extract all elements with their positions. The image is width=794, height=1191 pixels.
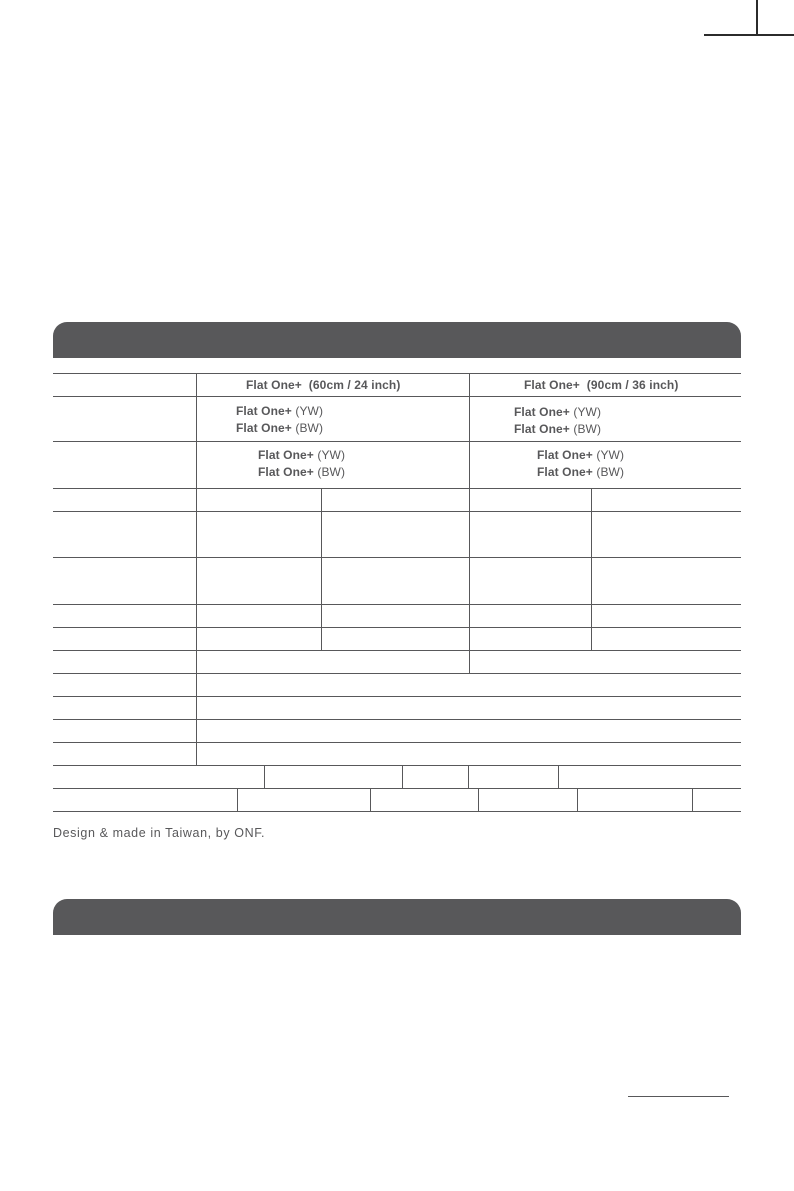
table-column-divider xyxy=(478,788,479,811)
table-rule xyxy=(53,604,741,605)
table-column-divider xyxy=(468,765,469,788)
variant-yw xyxy=(236,404,323,418)
table-rule xyxy=(53,396,741,397)
table-rule xyxy=(53,719,741,720)
table-column-divider xyxy=(469,373,470,673)
table-column-divider xyxy=(321,488,322,650)
variant-name: Flat One+ xyxy=(258,465,314,479)
model-header-60cm xyxy=(246,378,400,392)
variant-color: (BW) xyxy=(573,422,602,436)
variant-bw xyxy=(537,465,624,479)
table-column-divider xyxy=(692,788,693,811)
table-column-divider xyxy=(370,788,371,811)
variant-color: (YW) xyxy=(573,405,602,419)
model-header-90cm xyxy=(524,378,678,392)
table-column-divider xyxy=(264,765,265,788)
variant-name: Flat One+ xyxy=(236,404,292,418)
signature-line xyxy=(628,1096,729,1097)
variant-name: Flat One+ xyxy=(537,448,593,462)
table-rule xyxy=(53,811,741,812)
table-rule xyxy=(53,742,741,743)
table-rule xyxy=(53,650,741,651)
variant-color: (YW) xyxy=(317,448,346,462)
table-rule xyxy=(53,488,741,489)
table-column-divider xyxy=(558,765,559,788)
crop-mark-vertical xyxy=(756,0,758,36)
table-rule xyxy=(53,373,741,374)
variant-color: (YW) xyxy=(295,404,324,418)
footnote: Design & made in Taiwan, by ONF. xyxy=(53,826,266,840)
table-rule xyxy=(53,557,741,558)
variant-bw xyxy=(514,422,601,436)
model-title: Flat One+ xyxy=(524,378,580,392)
variant-name: Flat One+ xyxy=(537,465,593,479)
table-column-divider xyxy=(402,765,403,788)
table-rule xyxy=(53,627,741,628)
table-column-divider xyxy=(591,488,592,650)
table-rule xyxy=(53,441,741,442)
table-column-divider xyxy=(237,788,238,811)
crop-mark-horizontal xyxy=(704,34,794,36)
variant-name: Flat One+ xyxy=(236,421,292,435)
table-rule xyxy=(53,788,741,789)
table-rule xyxy=(53,696,741,697)
variant-bw xyxy=(236,421,323,435)
table-rule xyxy=(53,673,741,674)
variant-yw xyxy=(514,405,601,419)
model-title: Flat One+ xyxy=(246,378,302,392)
table-column-divider xyxy=(196,373,197,765)
variant-yw xyxy=(537,448,624,462)
table-column-divider xyxy=(577,788,578,811)
variant-yw xyxy=(258,448,345,462)
table-rule xyxy=(53,511,741,512)
variant-name: Flat One+ xyxy=(514,405,570,419)
variant-color: (YW) xyxy=(596,448,625,462)
variant-color: (BW) xyxy=(596,465,625,479)
variant-name: Flat One+ xyxy=(514,422,570,436)
specifications-section-banner xyxy=(53,322,741,358)
model-size: (60cm / 24 inch) xyxy=(308,378,401,392)
variant-bw xyxy=(258,465,345,479)
variant-name: Flat One+ xyxy=(258,448,314,462)
variant-color: (BW) xyxy=(295,421,324,435)
model-size: (90cm / 36 inch) xyxy=(586,378,679,392)
table-rule xyxy=(53,765,741,766)
second-section-banner xyxy=(53,899,741,935)
variant-color: (BW) xyxy=(317,465,346,479)
